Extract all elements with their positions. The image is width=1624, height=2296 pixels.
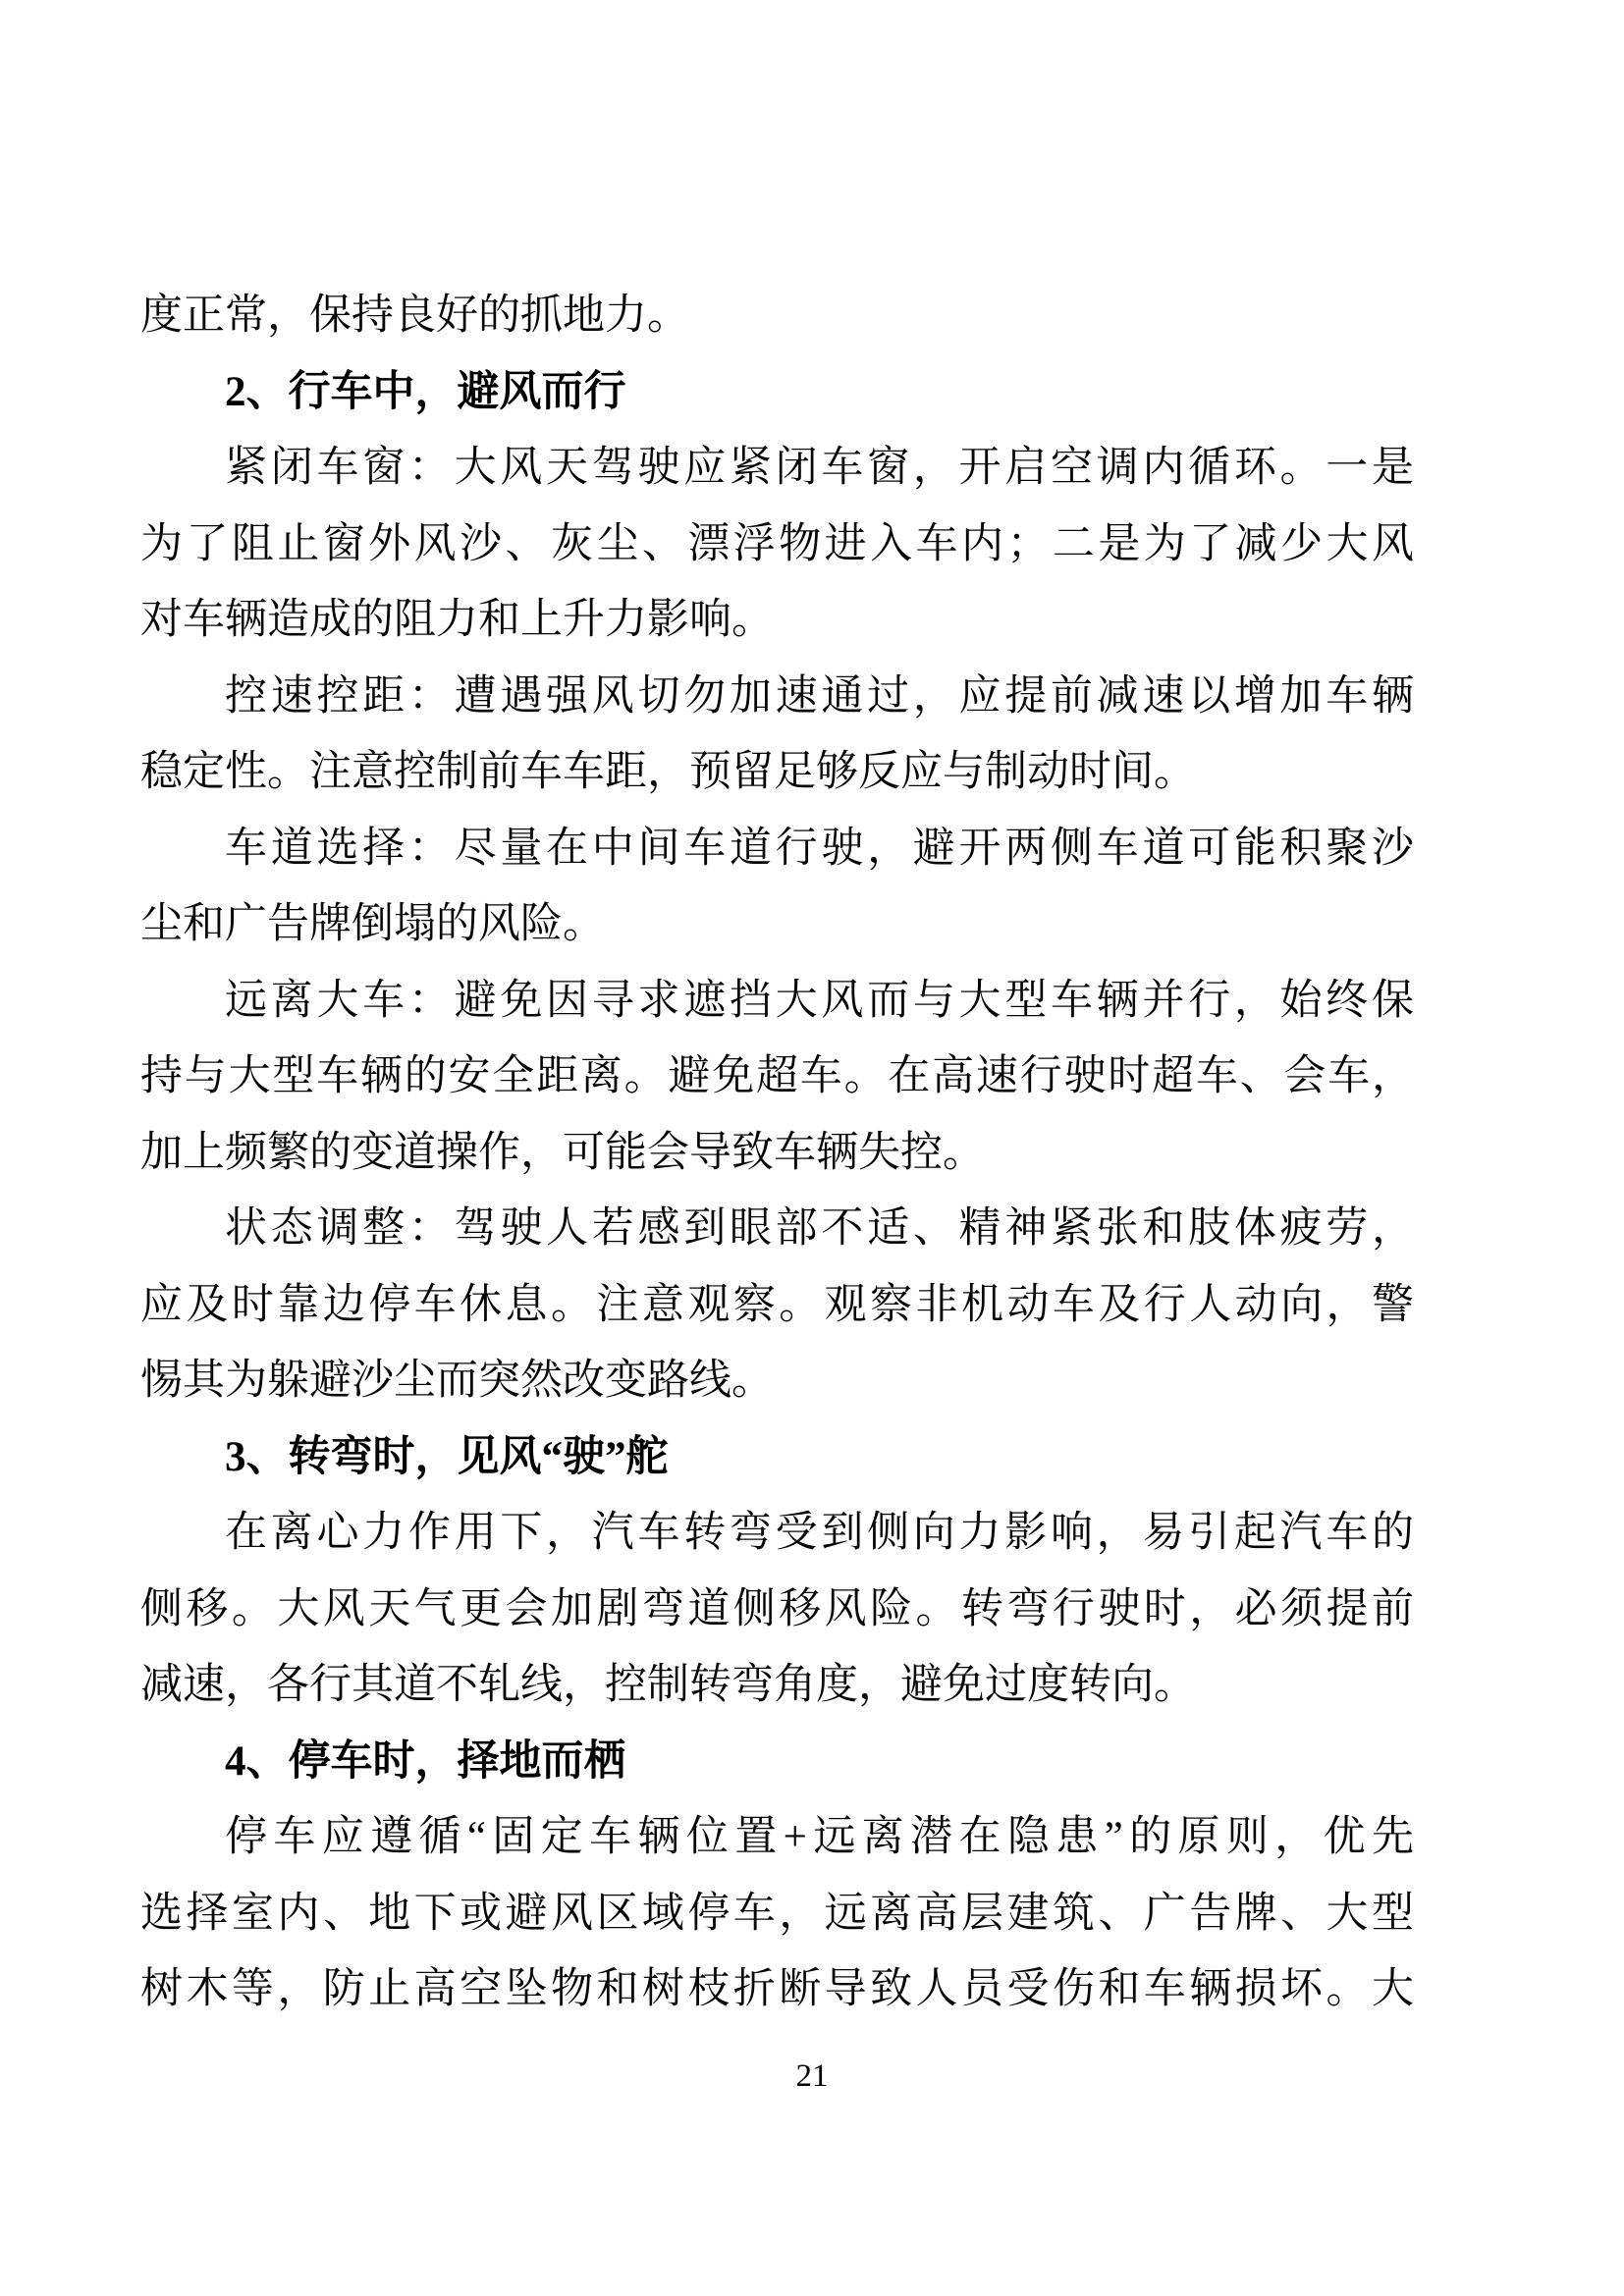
body-line: 车道选择：尽量在中间车道行驶，避开两侧车道可能积聚沙: [225, 825, 1414, 872]
document-body: [140, 278, 1414, 2028]
body-line: 紧闭车窗：大风天驾驶应紧闭车窗，开启空调内循环。一是: [225, 445, 1414, 491]
body-line: 稳定性。注意控制前车车距，预留足够反应与制动时间。: [140, 749, 1196, 795]
body-line: 尘和广告牌倒塌的风险。: [140, 901, 605, 947]
body-line: 对车辆造成的阻力和上升力影响。: [140, 597, 774, 643]
body-line: 度正常，保持良好的抓地力。: [140, 293, 689, 339]
body-line: 停车应遵循“固定车辆位置+远离潜在隐患”的原则，优先: [225, 1814, 1414, 1860]
body-line: 为了阻止窗外风沙、灰尘、漂浮物进入车内；二是为了减少大风: [140, 520, 1414, 567]
heading-section-3: 3、转弯时，见风“驶”舵: [225, 1433, 669, 1480]
heading-section-2: 2、行车中，避风而行: [225, 368, 626, 415]
body-line: 在离心力作用下，汽车转弯受到侧向力影响，易引起汽车的: [225, 1510, 1414, 1556]
heading-section-4: 4、停车时，择地而栖: [225, 1737, 626, 1785]
body-line: 选择室内、地下或避风区域停车，远离高层建筑、广告牌、大型: [140, 1890, 1414, 1937]
body-line: 应及时靠边停车休息。注意观察。观察非机动车及行人动向，警: [140, 1281, 1414, 1328]
body-line: 惕其为躲避沙尘而突然改变路线。: [140, 1358, 774, 1404]
body-line: 状态调整：驾驶人若感到眼部不适、精神紧张和肢体疲劳，: [225, 1205, 1414, 1252]
body-line: 持与大型车辆的安全距离。避免超车。在高速行驶时超车、会车，: [140, 1053, 1414, 1099]
body-line: 树木等，防止高空坠物和树枝折断导致人员受伤和车辆损坏。大: [140, 1966, 1414, 2012]
body-line: 远离大车：避免因寻求遮挡大风而与大型车辆并行，始终保: [225, 977, 1414, 1024]
body-line: 减速，各行其道不轧线，控制转弯角度，避免过度转向。: [140, 1662, 1196, 1708]
page-number: 21: [795, 2058, 829, 2094]
body-line: 控速控距：遭遇强风切勿加速通过，应提前减速以增加车辆: [225, 672, 1414, 720]
body-line: 侧移。大风天气更会加剧弯道侧移风险。转弯行驶时，必须提前: [140, 1585, 1414, 1632]
body-line: 加上频繁的变道操作，可能会导致车辆失控。: [140, 1129, 985, 1176]
